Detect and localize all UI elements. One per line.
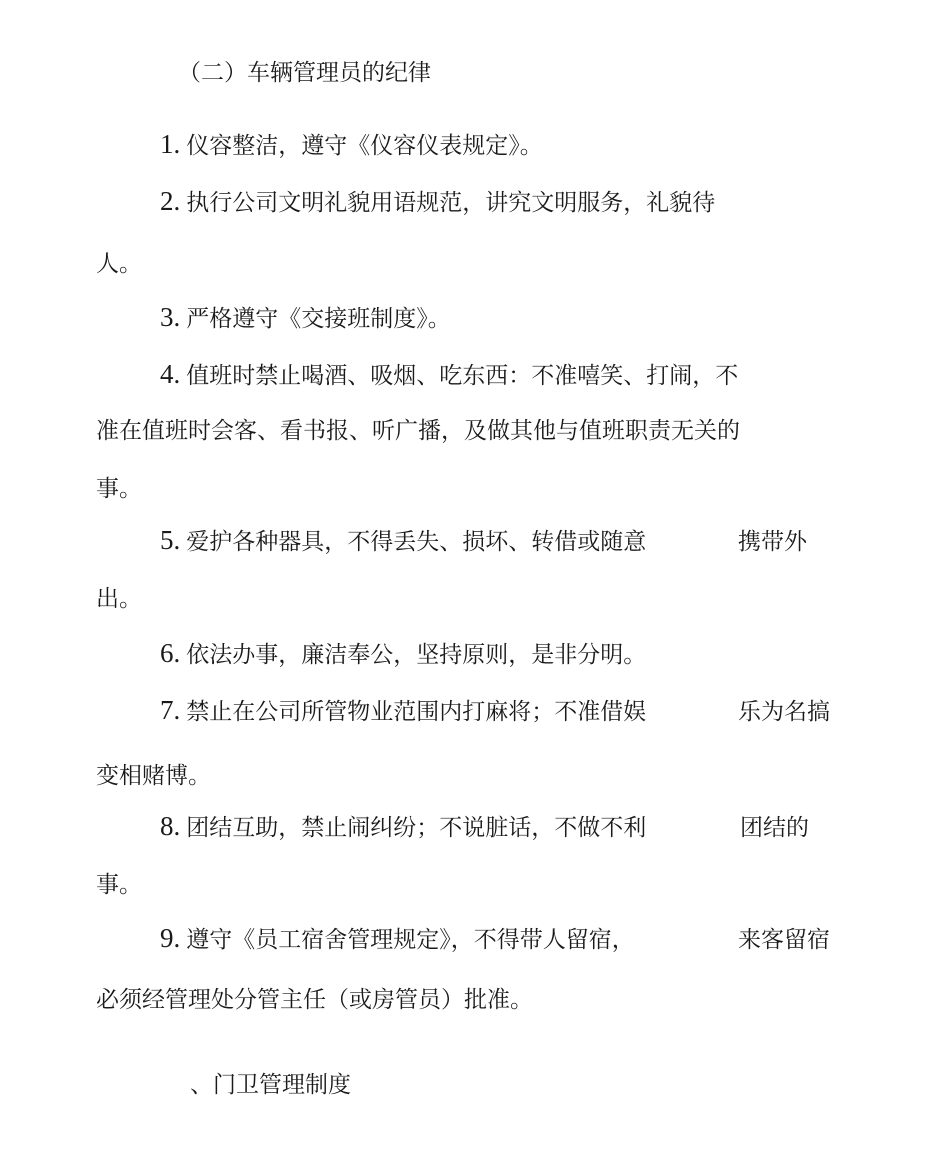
item-continuation: 必须经管理处分管主任（或房管员）批准。: [96, 987, 533, 1013]
item-number: 9.: [160, 923, 181, 953]
item-number: 1.: [160, 129, 181, 159]
item-tail: 携带外: [738, 529, 807, 555]
item-number: 3.: [160, 302, 181, 332]
item-continuation: 事。: [96, 872, 142, 898]
item-number: 5.: [160, 525, 181, 555]
list-item-9: [160, 923, 635, 955]
item-number: 2.: [160, 186, 181, 216]
item-text: 团结互助，禁止闹纠纷；不说脏话，不做不利: [186, 815, 647, 841]
item-continuation: 变相赌博。: [96, 763, 211, 789]
list-item-2: [160, 186, 715, 218]
item-text: 禁止在公司所管物业范围内打麻将；不准借娱: [186, 699, 647, 725]
section-title: （二）车辆管理员的纪律: [178, 60, 431, 86]
next-section-heading: 、门卫管理制度: [190, 1072, 351, 1098]
item-continuation: 人。: [96, 251, 142, 277]
list-item-1: [160, 129, 543, 161]
item-continuation: 事。: [96, 476, 142, 502]
item-text: 依法办事，廉洁奉公，坚持原则，是非分明。: [186, 642, 647, 668]
item-text: 遵守《员工宿舍管理规定》，不得带人留宿，: [186, 927, 635, 953]
item-number: 7.: [160, 695, 181, 725]
item-tail: 来客留宿: [738, 927, 830, 953]
item-tail: 团结的: [740, 815, 809, 841]
list-item-6: [160, 638, 646, 670]
item-tail: 乐为名搞: [738, 699, 830, 725]
list-item-3: [160, 302, 451, 334]
item-text: 执行公司文明礼貌用语规范，讲究文明服务，礼貌待: [186, 190, 716, 216]
item-number: 4.: [160, 359, 181, 389]
list-item-5: [160, 525, 646, 557]
item-number: 8.: [160, 811, 181, 841]
item-text: 爱护各种器具，不得丢失、损坏、转借或随意: [186, 529, 647, 555]
item-text: 值班时禁止喝酒、吸烟、吃东西：不准嘻笑、打闹，不: [186, 363, 739, 389]
item-text: 严格遵守《交接班制度》。: [186, 306, 451, 332]
list-item-7: [160, 695, 646, 727]
item-continuation: 准在值班时会客、看书报、听广播，及做其他与值班职责无关的: [96, 418, 740, 444]
item-text: 仪容整洁，遵守《仪容仪表规定》。: [186, 133, 543, 159]
item-continuation: 出。: [96, 586, 142, 612]
item-number: 6.: [160, 638, 181, 668]
list-item-4: [160, 359, 738, 391]
list-item-8: [160, 811, 646, 843]
